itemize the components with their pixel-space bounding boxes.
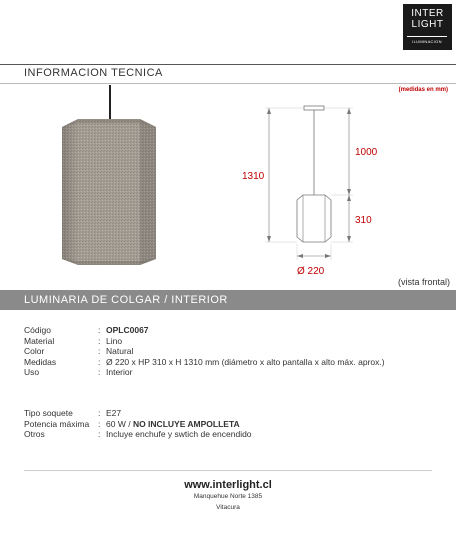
- spec-row-code: [24, 325, 385, 336]
- spec-colon: :: [98, 408, 101, 418]
- spec-value: Interior: [106, 367, 133, 378]
- spec-colon: :: [98, 367, 101, 378]
- spec-value: Natural: [106, 346, 134, 357]
- category-banner-text: LUMINARIA DE COLGAR / INTERIOR: [24, 294, 228, 306]
- spec-label: Potencia máxima: [24, 418, 90, 429]
- photo-cable: [109, 85, 111, 120]
- top-divider: [0, 64, 456, 65]
- spec-value-warning: NO INCLUYE AMPOLLETA: [132, 418, 240, 429]
- dimline-total-arrow-top: [267, 108, 271, 114]
- spec-label: Material: [24, 335, 55, 346]
- spec-value: Ø 220 x HP 310 x H 1310 mm (diámetro x alto pantalla x alto máx. aprox.): [106, 356, 385, 367]
- spec-row-color: [24, 346, 385, 357]
- spec-colon: :: [98, 418, 101, 429]
- spec-colon: :: [98, 325, 101, 335]
- dim-total-label: 1310: [242, 171, 265, 182]
- spec-row-use: [24, 367, 385, 378]
- dimline-shade-arrow-top: [347, 195, 351, 201]
- spec-value: OPLC0067: [106, 325, 149, 335]
- spec-list: [24, 325, 385, 378]
- photo-shade-right-shadow: [140, 119, 156, 265]
- dimline-diameter-arrow-right: [325, 254, 331, 258]
- dimline-cable-arrow-top: [347, 108, 351, 114]
- brand-logo: [403, 4, 452, 50]
- spec-value: E27: [106, 408, 122, 418]
- dimension-diagram: [225, 100, 405, 280]
- spec-colon: :: [98, 346, 101, 357]
- spec-label: Uso: [24, 367, 40, 378]
- brand-line3: ILUMINACION: [407, 36, 447, 44]
- footer-divider: [24, 470, 432, 471]
- spec-label: Medidas: [24, 356, 57, 367]
- spec-label: Otros: [24, 429, 45, 440]
- spec-row-other: [24, 429, 252, 440]
- spec-colon: :: [98, 429, 101, 440]
- diagram-ceiling-canopy: [304, 106, 324, 110]
- dim-cable-label: 1000: [355, 147, 378, 158]
- brand-line2: LIGHT: [411, 19, 444, 30]
- spec-row-measures: [24, 357, 385, 368]
- dimline-diameter-arrow-left: [297, 254, 303, 258]
- footer-address: Manquehue Norte 1385: [193, 493, 263, 500]
- diagram-shade: [297, 195, 331, 242]
- section-title: INFORMACION TECNICA: [24, 67, 163, 79]
- spec-label: Código: [24, 325, 51, 335]
- footer-website: www.interlight.cl: [184, 479, 272, 491]
- spec-row-socket: [24, 408, 252, 419]
- photo-shade-front: [78, 119, 140, 265]
- spec-row-power: [24, 419, 252, 430]
- spec-value: Lino: [106, 335, 123, 346]
- dimline-shade-arrow-bottom: [347, 236, 351, 242]
- dim-shade-label: 310: [355, 215, 372, 226]
- title-divider: [0, 83, 456, 84]
- footer-city: Vitacura: [216, 504, 240, 511]
- unit-note: (medidas en mm): [398, 87, 448, 93]
- spec-label: Tipo soquete: [24, 408, 73, 418]
- spec-row-material: [24, 336, 385, 347]
- spec-label: Color: [24, 346, 45, 357]
- category-banner: [0, 290, 456, 310]
- product-photo: [52, 85, 170, 270]
- dimline-cable-arrow-bottom: [347, 189, 351, 195]
- dimline-total-arrow-bottom: [267, 236, 271, 242]
- dim-diameter-label: Ø 220: [297, 266, 325, 277]
- photo-shade-left-shadow: [62, 119, 78, 265]
- spec-value: Incluye enchufe y swtich de encendido: [106, 429, 252, 440]
- brand-line1: INTER: [411, 8, 444, 19]
- spec-colon: :: [98, 356, 101, 367]
- spec-colon: :: [98, 335, 101, 346]
- view-note: (vista frontal): [397, 277, 450, 287]
- spec-list-electrical: [24, 408, 252, 440]
- spec-value: 60 W /: [106, 418, 133, 429]
